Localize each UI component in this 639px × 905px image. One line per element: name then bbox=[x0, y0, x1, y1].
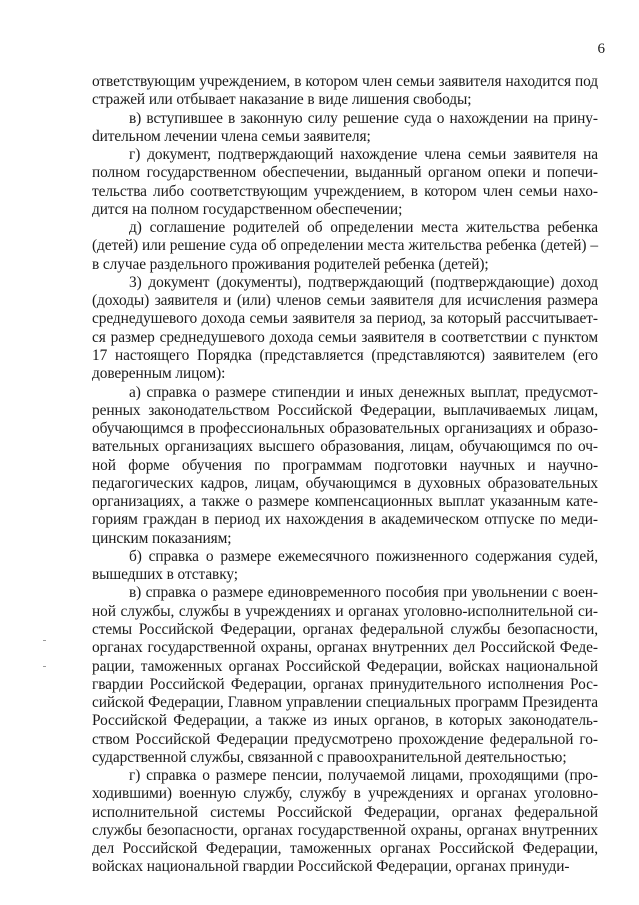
document-body bbox=[92, 73, 598, 877]
paragraph-item-d-parents-agreement: д) соглашение родителей об определении места жительства ребенка (детей) или решение суда об определении места жительства ребенка (детей) – в случае раздельного проживания родителей ребенка (детей); bbox=[92, 219, 598, 273]
paragraph-item-g-pension-certificate: г) справка о размере пенсии, получаемой лицами, проходящими (проходившими) военную службу, службу в учреждениях и органах уголовно-исполнительной системы Российской Федерации, органах федеральной службы безопасности, органах государственной охраны, органах внутренних дел Российской Федерации, таможенных органах Российской Федерации, войсках национальной гвардии Российской Федерации, органах принуди- bbox=[92, 767, 598, 876]
scan-margin-mark bbox=[43, 640, 46, 641]
scan-margin-mark bbox=[43, 666, 46, 667]
paragraph-item-g-state-support: г) документ, подтверждающий нахождение члена семьи заявителя на полном государственном обеспечении, выданный органом опеки и попечительства либо соответствующим учреждением, в котором член семьи находится на полном государственном обеспечении; bbox=[92, 146, 598, 218]
paragraph-item-v-court-treatment: в) вступившее в законную силу решение суда о нахождении на принуdительном лечении члена семьи заявителя; bbox=[92, 109, 598, 145]
paragraph-item-3-income-documents: 3) документ (документы), подтверждающий (подтверждающие) доход (доходы) заявителя и (или) членов семьи заявителя для исчисления размера среднедушевого дохода семьи заявителя за период, за который рассчитывается размер среднедушевого дохода семьи заявителя в соответствии с пунктом 17 настоящего Порядка (представляется (представляются) заявителем (его доверенным лицом): bbox=[92, 273, 598, 383]
page-number: 6 bbox=[597, 41, 605, 57]
paragraph-continuation: ответствующим учреждением, в котором член семьи заявителя находится под стражей или отбывает наказание в виде лишения свободы; bbox=[92, 73, 598, 109]
paragraph-item-a-stipend-certificate: а) справка о размере стипендии и иных денежных выплат, предусмотренных законодательством Российской Федерации, выплачиваемых лицам, обучающимся в профессиональных образовательных организациях и образовательных организациях высшего образования, лицам, обучающимся по очной форме обучения по программам подготовки научных и научно-педагогических кадров, лицам, обучающимся в духовных образовательных организациях, а также о размере компенсационных выплат указанным категориям граждан в период их нахождения в академическом отпуске по медицинским показаниям; bbox=[92, 383, 598, 547]
paragraph-item-b-judges-allowance: б) справка о размере ежемесячного пожизненного содержания судей, вышедших в отставку; bbox=[92, 547, 598, 584]
paragraph-item-v-severance-allowance: в) справка о размере единовременного пособия при увольнении с военной службы, службы в учреждениях и органах уголовно-исполнительной системы Российской Федерации, органах федеральной службы безопасности, органах государственной охраны, органах внутренних дел Российской Федерации, таможенных органах Российской Федерации, войсках национальной гвардии Российской Федерации, органах принудительного исполнения Российской Федерации, Главном управлении специальных программ Президента Российской Федерации, а также из иных органов, в которых законодательством Российской Федерации предусмотрено прохождение федеральной государственной службы, связанной с правоохранительной деятельностью; bbox=[92, 584, 598, 766]
